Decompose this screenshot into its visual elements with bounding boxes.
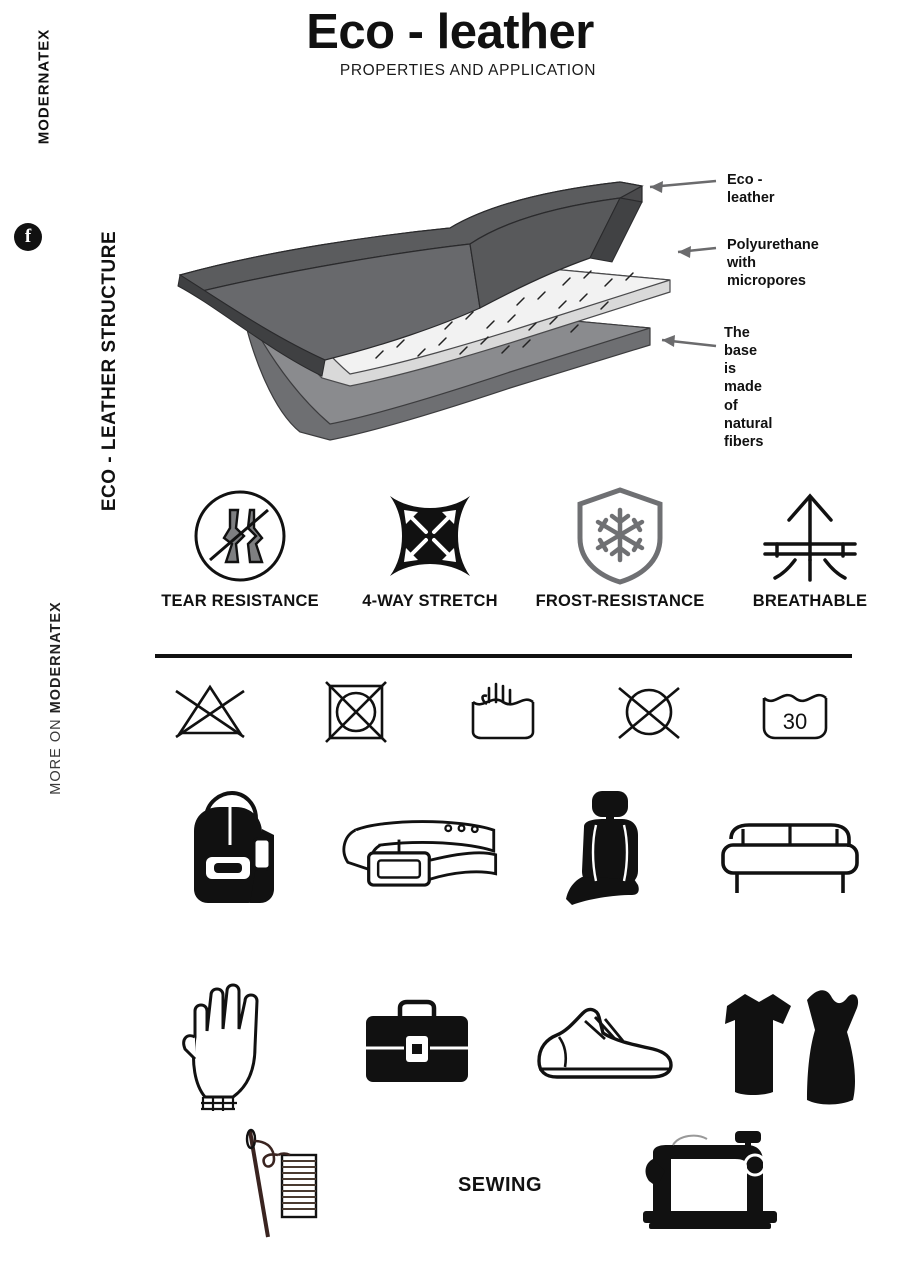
property-label: TEAR RESISTANCE xyxy=(161,592,319,610)
needle-and-thread-icon xyxy=(200,1120,380,1250)
page-subtitle: PROPERTIES AND APPLICATION xyxy=(339,62,597,80)
callout-eco-leather-text: Eco - leather xyxy=(727,172,775,207)
breathable-icon xyxy=(720,486,900,586)
callout-eco-leather xyxy=(727,171,775,207)
property-label: FROST-RESISTANCE xyxy=(535,592,705,610)
sofa-icon xyxy=(700,780,880,920)
car-seat-icon xyxy=(513,780,693,920)
gloves-icon xyxy=(140,975,320,1115)
sewing-label: SEWING xyxy=(457,1173,543,1196)
callout-polyurethane-line2: with micropores xyxy=(727,255,806,290)
properties-row xyxy=(150,486,900,611)
belt-icon xyxy=(327,780,507,920)
do-not-dry-clean-icon xyxy=(589,672,709,752)
more-on-prefix: MORE ON xyxy=(48,713,64,795)
structure-illustration xyxy=(150,140,730,470)
frost-resistance-icon xyxy=(530,486,710,586)
property-frost-resistance xyxy=(530,486,710,611)
sewing-row xyxy=(200,1120,800,1250)
callout-polyurethane xyxy=(727,236,819,290)
property-label: 4-WAY STRETCH xyxy=(362,592,498,610)
more-on-brand: MODERNATEX xyxy=(48,601,64,714)
backpack-icon xyxy=(140,780,320,920)
sneaker-icon xyxy=(513,975,693,1115)
do-not-tumble-dry-icon xyxy=(296,672,416,752)
section-label-structure: ECO - LEATHER STRUCTURE xyxy=(99,230,120,512)
brand-rail xyxy=(6,18,53,258)
property-label: BREATHABLE xyxy=(752,592,868,610)
page-title: Eco - leather xyxy=(306,5,594,59)
wash-30-icon xyxy=(735,672,855,752)
do-not-bleach-icon xyxy=(150,672,270,752)
clothing-icon xyxy=(700,975,880,1115)
eco-leather-structure-diagram xyxy=(150,140,819,470)
property-tear-resistance xyxy=(150,486,330,611)
property-breathable xyxy=(720,486,900,611)
facebook-icon[interactable]: f xyxy=(14,223,42,251)
applications-row-2 xyxy=(140,975,880,1115)
callout-base xyxy=(724,324,772,451)
care-symbols-row xyxy=(150,672,855,752)
callout-base-line2: of natural fibers xyxy=(724,397,773,450)
page-title-block xyxy=(0,4,900,80)
four-way-stretch-icon xyxy=(340,486,520,586)
briefcase-icon xyxy=(327,975,507,1115)
sewing-machine-icon xyxy=(620,1120,800,1250)
section-divider xyxy=(155,654,852,658)
wash-temp-label: 30 xyxy=(782,709,808,734)
more-on-label xyxy=(48,598,64,798)
hand-wash-icon xyxy=(443,672,563,752)
applications-row-1 xyxy=(140,780,880,920)
tear-resistance-icon xyxy=(150,486,330,586)
brand-name: MODERNATEX xyxy=(35,28,53,145)
callout-base-line1: The base is made xyxy=(724,325,762,396)
callout-polyurethane-line1: Polyurethane xyxy=(727,237,819,253)
property-4-way-stretch xyxy=(340,486,520,611)
